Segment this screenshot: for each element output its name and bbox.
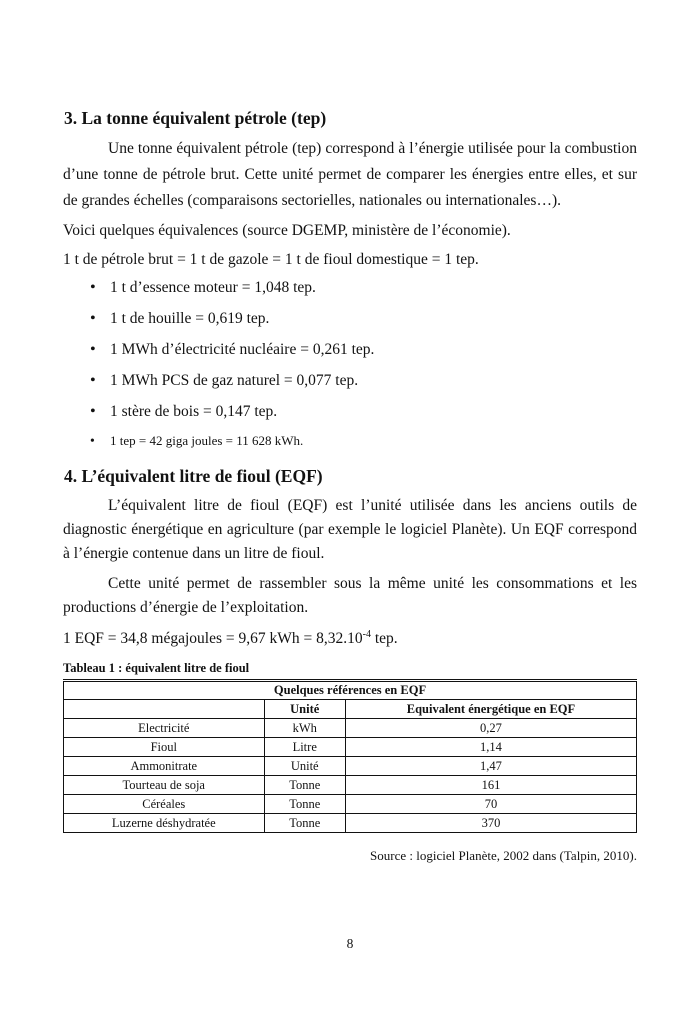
equivalences-intro-line: Voici quelques équivalences (source DGEMP, ministère de l’économie). <box>63 222 511 239</box>
section-3-paragraph: Une tonne équivalent pétrole (tep) correspond à l’énergie utilisée pour la combustion d’une tonne de pétrole brut. Cette unité permet de comparer les énergies entre elles, et sur de grandes échelles (comparaisons sectorielles, nationales ou internationales…). <box>63 140 637 209</box>
cell-unit: kWh <box>264 719 345 738</box>
cell-item: Tourteau de soja <box>64 776 265 795</box>
list-item-electricite-nucleaire: • 1 MWh d’électricité nucléaire = 0,261 tep. <box>63 339 637 360</box>
table-row-cereales <box>64 795 637 814</box>
table-row-ammonitrate <box>64 757 637 776</box>
cell-value: 161 <box>345 776 636 795</box>
eqf-references-table <box>63 679 637 833</box>
table-caption: Tableau 1 : équivalent litre de fioul <box>63 661 250 675</box>
list-item-tep-joules: • 1 tep = 42 giga joules = 11 628 kWh. <box>63 432 637 450</box>
cell-item: Ammonitrate <box>64 757 265 776</box>
list-item-houille: • 1 t de houille = 0,619 tep. <box>63 308 637 329</box>
section-4-paragraph-1: L’équivalent litre de fioul (EQF) est l’unité utilisée dans les anciens outils de diagnostic énergétique en agriculture (par exemple le logiciel Planète). Un EQF correspond à l’énergie contenue dans un litre de fioul. <box>63 497 637 562</box>
table-header-row <box>64 700 637 719</box>
cell-item: Céréales <box>64 795 265 814</box>
table-row-electricite <box>64 719 637 738</box>
eqf-equation-main: 1 EQF = 34,8 mégajoules = 9,67 kWh = 8,32.10 <box>63 630 363 647</box>
cell-value: 0,27 <box>345 719 636 738</box>
cell-unit: Litre <box>264 738 345 757</box>
petrole-equivalence-line: 1 t de pétrole brut = 1 t de gazole = 1 t de fioul domestique = 1 tep. <box>63 251 479 268</box>
cell-value: 1,14 <box>345 738 636 757</box>
cell-value: 370 <box>345 814 636 833</box>
section-4-paragraph-2: Cette unité permet de rassembler sous la même unité les consommations et les productions d’énergie de l’exploitation. <box>63 575 637 616</box>
source-note: Source : logiciel Planète, 2002 dans (Talpin, 2010). <box>370 848 637 863</box>
cell-item: Fioul <box>64 738 265 757</box>
cell-item: Electricité <box>64 719 265 738</box>
table-title-cell: Quelques références en EQF <box>64 681 637 700</box>
column-header-unit: Unité <box>264 700 345 719</box>
cell-unit: Tonne <box>264 814 345 833</box>
cell-item: Luzerne déshydratée <box>64 814 265 833</box>
table-row-luzerne <box>64 814 637 833</box>
cell-value: 1,47 <box>345 757 636 776</box>
column-header-equivalent: Equivalent énergétique en EQF <box>345 700 636 719</box>
list-item-essence: • 1 t d’essence moteur = 1,048 tep. <box>63 277 637 298</box>
tep-equivalence-list <box>63 277 637 450</box>
list-item-stere-bois: • 1 stère de bois = 0,147 tep. <box>63 401 637 422</box>
section-4 <box>63 464 637 652</box>
eqf-equation-tail: tep. <box>370 630 398 647</box>
cell-value: 70 <box>345 795 636 814</box>
eqf-equation-exponent: -4 <box>362 628 371 640</box>
cell-unit: Tonne <box>264 795 345 814</box>
table-row-fioul <box>64 738 637 757</box>
cell-unit: Unité <box>264 757 345 776</box>
section-4-heading: 4. L’équivalent litre de fioul (EQF) <box>64 466 323 486</box>
section-3 <box>63 106 637 450</box>
column-header-item <box>64 700 265 719</box>
table-row-tourteau-soja <box>64 776 637 795</box>
section-3-heading: 3. La tonne équivalent pétrole (tep) <box>64 108 327 128</box>
page-number: 8 <box>346 936 354 951</box>
list-item-gaz-naturel: • 1 MWh PCS de gaz naturel = 0,077 tep. <box>63 370 637 391</box>
cell-unit: Tonne <box>264 776 345 795</box>
table-title-row <box>64 681 637 700</box>
eqf-equation-line <box>63 626 637 652</box>
